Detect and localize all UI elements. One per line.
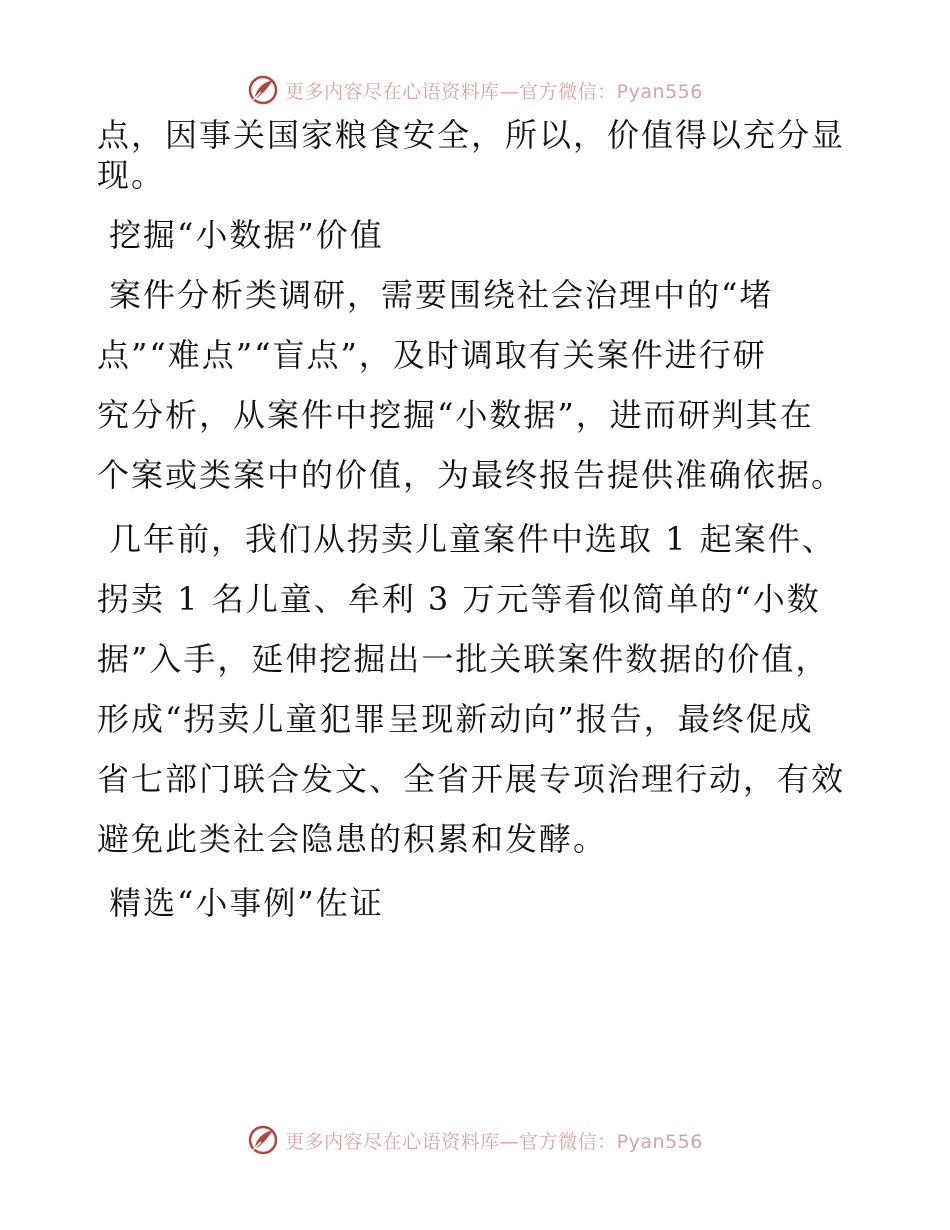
paragraph xyxy=(97,115,857,195)
paragraph xyxy=(97,275,857,495)
logo-icon xyxy=(247,1124,279,1156)
section-heading xyxy=(97,883,857,923)
section-heading xyxy=(97,215,857,255)
watermark-text: 更多内容尽在心语资料库—官方微信：Pyan556 xyxy=(285,1130,703,1153)
text-line: 形成“拐卖儿童犯罪呈现新动向”报告，最终促成 xyxy=(97,700,814,738)
text-line: 几年前，我们从拐卖儿童案件中选取 1 起案件、 xyxy=(109,520,836,558)
text-line: 拐卖 1 名儿童、牟利 3 万元等看似简单的“小数 xyxy=(97,580,821,618)
text-line: 究分析，从案件中挖掘“小数据”，进而研判其在 xyxy=(97,396,814,434)
text-line: 避免此类社会隐患的积累和发酵。 xyxy=(97,820,608,858)
document-body xyxy=(97,115,857,923)
text-line: 点”“难点”“盲点”，及时调取有关案件进行研 xyxy=(97,336,767,374)
text-line: 现。 xyxy=(97,156,166,194)
text-line: 据”入手，延伸挖掘出一批关联案件数据的价值， xyxy=(97,640,830,678)
header-watermark xyxy=(0,70,950,110)
heading-line: 精选“小事例”佐证 xyxy=(109,884,384,922)
text-line: 省七部门联合发文、全省开展专项治理行动，有效 xyxy=(97,760,846,798)
watermark-text: 更多内容尽在心语资料库—官方微信：Pyan556 xyxy=(285,80,703,103)
paragraph xyxy=(97,519,857,859)
heading-line: 挖掘“小数据”价值 xyxy=(109,216,384,254)
footer-watermark xyxy=(0,1120,950,1160)
text-line: 案件分析类调研，需要围绕社会治理中的“堵 xyxy=(109,276,774,314)
logo-icon xyxy=(247,74,279,106)
text-line: 点，因事关国家粮食安全，所以，价值得以充分显 xyxy=(97,116,846,154)
text-line: 个案或类案中的价值，为最终报告提供准确依据。 xyxy=(97,456,846,494)
